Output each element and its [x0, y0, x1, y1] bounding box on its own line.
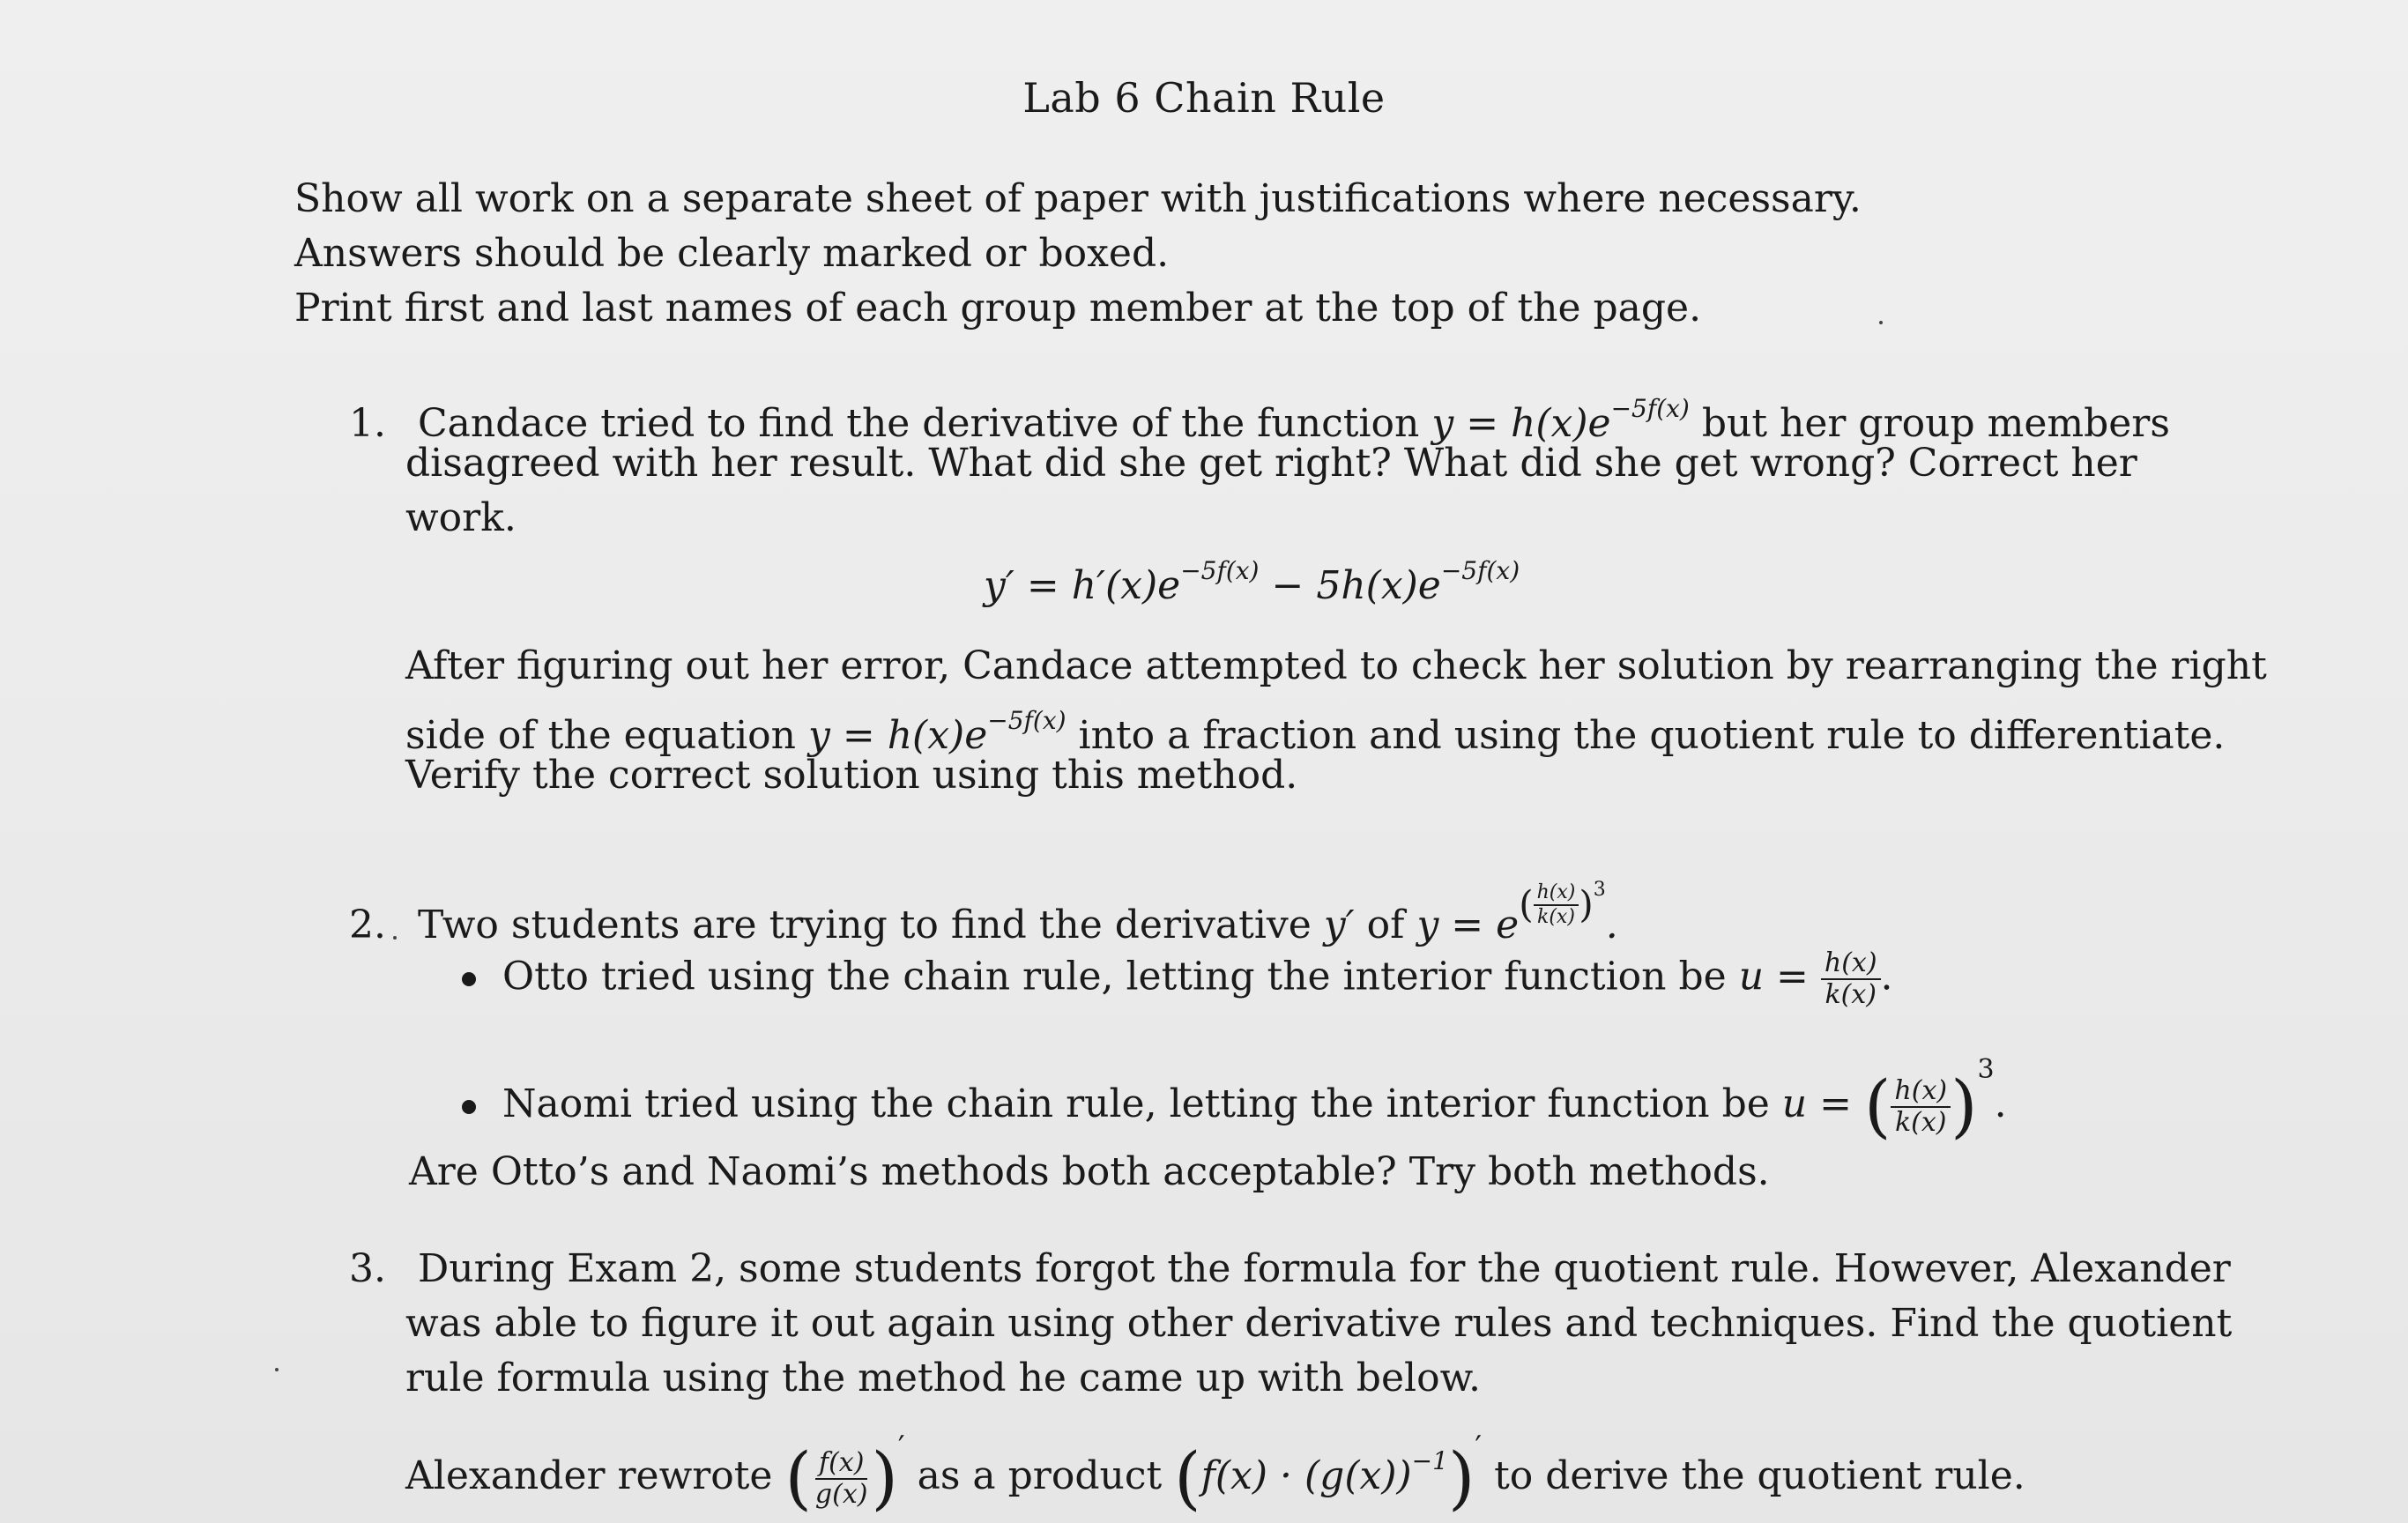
bullet-icon: [462, 1100, 476, 1114]
problem-1-para-line-2: side of the equation $y = h(x)e^{-5f(x)}$ into a fraction and using the quotient rule to differentiate.: [405, 706, 2226, 758]
function-expression: $y = h(x)e^{-5f(x)}$: [1431, 394, 1690, 446]
bullet-icon: [462, 972, 476, 986]
problem-1-text-after: but her group members: [1701, 401, 2170, 446]
instruction-line: Show all work on a separate sheet of paper with justifications where necessary.: [294, 176, 1862, 221]
problem-1-para-line-1: After figuring out her error, Candace attempted to check her solution by rearranging the right: [405, 643, 2267, 688]
problem-2-function: y = e( $\frac{h(x)}{k(x)}$ )$^3$.: [1416, 879, 1618, 947]
bullet-otto: Otto tried using the chain rule, letting the interior function be u = $\frac{h(x)}{k(x)}$ .: [462, 950, 1893, 1008]
problem-1-line-3: work.: [405, 495, 517, 540]
instruction-line: Print first and last names of each group member at the top of the page.: [294, 286, 1702, 331]
candace-equation: $y' = h'(x)e^{-5f(x)} - 5h(x)e^{-5f(x)}$: [984, 556, 1520, 608]
paper-speck: [393, 936, 397, 940]
page-title: Lab 6 Chain Rule: [1022, 74, 1386, 122]
problem-1-text: Candace tried to find the derivative of the function: [417, 401, 1420, 446]
bullet-naomi: Naomi tried using the chain rule, letting the interior function be u = ( $\frac{h(x)}{k(x)}$ )$^3$.: [462, 1044, 2007, 1136]
problem-1-para-line-3: Verify the correct solution using this method.: [405, 753, 1298, 798]
problem-3: 3. During Exam 2, some students forgot the formula for the quotient rule. However, Alexander: [349, 1246, 2231, 1291]
problem-number: 2.: [349, 903, 386, 947]
problem-number: 1.: [349, 401, 386, 446]
instruction-line: Answers should be clearly marked or boxed.: [294, 231, 1170, 276]
problem-1-line-2: disagreed with her result. What did she get right? What did she get wrong? Correct her: [405, 441, 2137, 486]
problem-3-line-3: rule formula using the method he came up with below.: [405, 1356, 1481, 1400]
problem-2: 2. Two students are trying to find the derivative y′ of y = e( $\frac{h(x)}{k(x)}$ )$^3$.: [349, 879, 1618, 947]
alexander-line: Alexander rewrote ( $\frac{f(x)}{g(x)}$ )′ as a product $(f(x) \cdot (g(x))^{-1})'$ to derive the quotient rule.: [405, 1430, 2025, 1519]
paper-speck: [1879, 321, 1883, 324]
paper-speck: [275, 1368, 279, 1371]
problem-number: 3.: [349, 1246, 386, 1291]
problem-3-line-2: was able to figure it out again using other derivative rules and techniques. Find the quotient: [405, 1301, 2233, 1346]
problem-2-question: Are Otto’s and Naomi’s methods both acceptable? Try both methods.: [409, 1149, 1770, 1194]
